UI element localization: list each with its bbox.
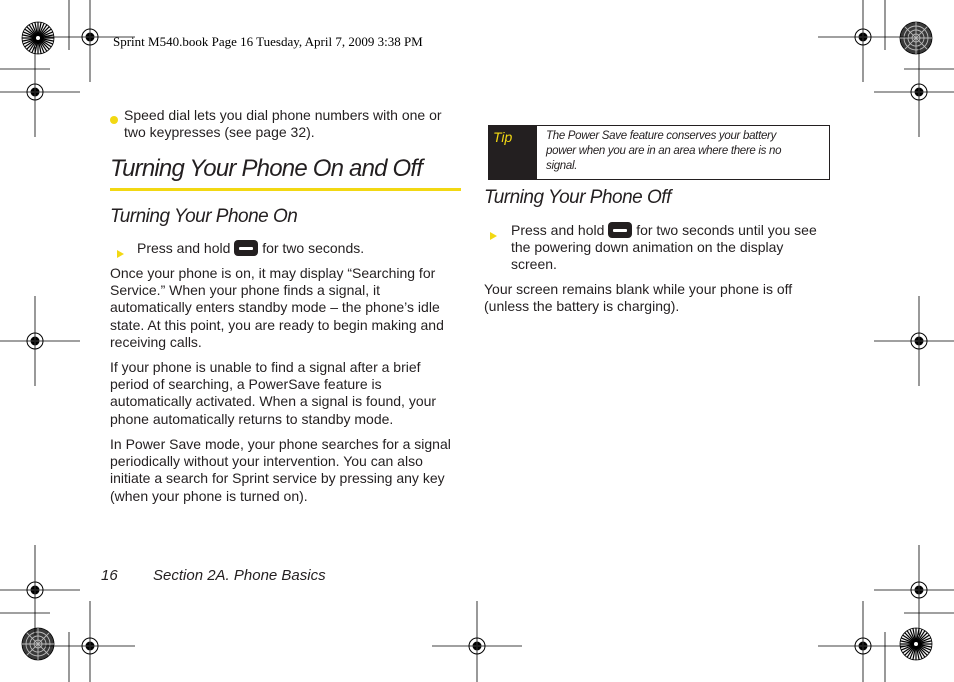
power-off-step bbox=[511, 222, 841, 274]
step-text: for two seconds until you see bbox=[636, 222, 817, 238]
print-header: Sprint M540.book Page 16 Tuesday, April 7, 2009 3:38 PM bbox=[113, 34, 423, 49]
paragraph-searching bbox=[110, 265, 465, 351]
tip-box bbox=[488, 125, 830, 180]
paragraph-powersave bbox=[110, 359, 465, 428]
starburst-registration-icon bbox=[900, 22, 932, 54]
crosshair-registration-icon bbox=[818, 0, 908, 82]
section-divider bbox=[110, 188, 461, 191]
page-number: 16 bbox=[101, 567, 118, 584]
subsection-title-on: Turning Your Phone On bbox=[110, 206, 298, 227]
text-line: receiving calls. bbox=[110, 333, 202, 350]
text-line: the powering down animation on the display bbox=[511, 239, 784, 256]
text-line: If your phone is unable to find a signal after a brief bbox=[110, 359, 421, 375]
tip-text bbox=[546, 129, 816, 174]
crosshair-registration-icon bbox=[0, 47, 80, 137]
section-name: Section 2A. Phone Basics bbox=[153, 567, 326, 584]
text-line: Speed dial lets you dial phone numbers with one or bbox=[124, 107, 442, 123]
paragraph-search-mode bbox=[110, 436, 465, 505]
tip-label: Tip bbox=[489, 126, 537, 179]
text-line: screen. bbox=[511, 256, 557, 273]
starburst-registration-icon bbox=[22, 22, 54, 54]
text-line: power when you are in an area where there is no bbox=[546, 145, 782, 157]
text-line: Your screen remains blank while your phone is off bbox=[484, 281, 793, 297]
crosshair-registration-icon bbox=[874, 545, 954, 635]
text-line: initiate a search for Sprint service by pressing any key bbox=[110, 470, 445, 487]
text-line: period of searching, a PowerSave feature is bbox=[110, 376, 382, 393]
end-power-key-icon bbox=[608, 222, 632, 238]
section-title: Turning Your Phone On and Off bbox=[110, 155, 423, 182]
crosshair-registration-icon bbox=[0, 296, 80, 386]
text-line: state. At this point, you are ready to begin making and bbox=[110, 316, 444, 333]
speed-dial-bullet bbox=[124, 107, 464, 141]
text-line: In Power Save mode, your phone searches for a signal bbox=[110, 436, 451, 452]
text-line: phone automatically returns to standby mode. bbox=[110, 410, 394, 427]
text-line bbox=[511, 222, 841, 239]
text-line: automatically activated. When a signal is found, your bbox=[110, 393, 437, 410]
crosshair-registration-icon bbox=[432, 601, 522, 682]
end-power-key-icon bbox=[234, 240, 258, 256]
text-line: automatically enters standby mode – the phone’s idle bbox=[110, 299, 440, 316]
crosshair-registration-icon bbox=[874, 296, 954, 386]
crosshair-registration-icon bbox=[818, 601, 908, 682]
text-line: Once your phone is on, it may display “Searching for bbox=[110, 265, 436, 281]
text-line: (unless the battery is charging). bbox=[484, 298, 680, 315]
step-text: Press and hold bbox=[137, 240, 231, 256]
text-line: The Power Save feature conserves your battery bbox=[546, 130, 777, 142]
paragraph-screen-blank bbox=[484, 281, 834, 315]
text-line: Service.” When your phone finds a signal, it bbox=[110, 282, 381, 299]
step-text: for two seconds. bbox=[262, 240, 365, 256]
crosshair-registration-icon bbox=[45, 601, 135, 682]
starburst-registration-icon bbox=[900, 628, 932, 660]
step-text: Press and hold bbox=[511, 222, 605, 238]
step-arrow-icon bbox=[490, 227, 497, 245]
crosshair-registration-icon bbox=[874, 47, 954, 137]
bullet-dot-icon bbox=[110, 111, 118, 129]
text-line: two keypresses (see page 32). bbox=[124, 124, 315, 141]
starburst-registration-icon bbox=[22, 628, 54, 660]
text-line: (when your phone is turned on). bbox=[110, 487, 308, 504]
text-line: periodically without your intervention. You can also bbox=[110, 453, 423, 470]
crosshair-registration-icon bbox=[0, 545, 80, 635]
power-on-step bbox=[137, 240, 364, 257]
subsection-title-off: Turning Your Phone Off bbox=[484, 187, 671, 208]
text-line: signal. bbox=[546, 160, 578, 172]
step-arrow-icon bbox=[117, 245, 124, 263]
